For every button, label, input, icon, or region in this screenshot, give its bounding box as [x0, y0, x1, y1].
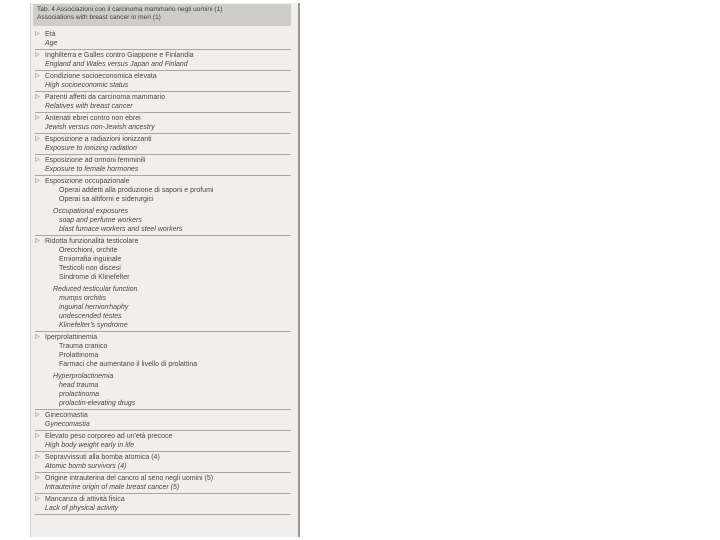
entry-italian-text: Esposizione a radiazioni ionizzanti: [45, 136, 152, 143]
entry-english-subitem-text: prolactinoma: [59, 391, 100, 398]
bullet-triangle-icon: ▷: [35, 238, 40, 244]
bullet-triangle-icon: ▷: [35, 454, 40, 460]
entry-english-subitem: [35, 294, 291, 303]
entry-english-text: High socioeconomic status: [45, 82, 129, 89]
table-entry: [35, 71, 291, 92]
table-entry: [35, 452, 291, 473]
table-entry: [35, 431, 291, 452]
entry-english: [35, 165, 291, 174]
entry-italian-text: Condizione socioeconomica elevata: [45, 73, 157, 80]
entry-english: [35, 420, 291, 429]
entry-english-subitem-text: mumps orchitis: [59, 295, 107, 302]
entry-italian-text: Sopravvissuti alla bomba atomica (4): [45, 454, 160, 461]
entry-english-subitem-text: prolactin-elevating drugs: [59, 400, 136, 407]
entry-italian: [35, 156, 291, 165]
bullet-triangle-icon: ▷: [35, 31, 40, 37]
entry-italian-subitem-text: Trauma cranico: [59, 343, 108, 350]
entry-english-text: Intrauterine origin of male breast cancer (5): [45, 484, 180, 491]
entry-italian: [35, 495, 291, 504]
table-title-english: Associations with breast cancer in men (1): [37, 14, 161, 21]
bullet-triangle-icon: ▷: [35, 178, 40, 184]
entry-english: [35, 207, 291, 216]
bullet-triangle-icon: ▷: [35, 412, 40, 418]
entry-english: [35, 102, 291, 111]
table-entry: [35, 29, 291, 50]
entry-italian-subitem-text: Operai sa altiforni e siderurgici: [59, 196, 154, 203]
table-title-italian: Tab. 4 Associazioni con il carcinoma mammario negli uomini (1): [37, 6, 223, 13]
entry-italian: [35, 474, 291, 483]
table-entry: [35, 92, 291, 113]
entry-english: [35, 285, 291, 294]
table-entry: [35, 473, 291, 494]
entry-italian-text: Inghilterra e Galles contro Giappone e Finlandia: [45, 52, 194, 59]
entry-english-text: Exposure to ionizing radiation: [45, 145, 137, 152]
bullet-triangle-icon: ▷: [35, 115, 40, 121]
entry-italian-text: Parenti affetti da carcinoma mammario: [45, 94, 166, 101]
entry-italian: [35, 135, 291, 144]
bullet-triangle-icon: ▷: [35, 52, 40, 58]
entry-english-subitem: [35, 381, 291, 390]
table-body: [35, 29, 291, 515]
entry-italian: [35, 453, 291, 462]
entry-english-text: Reduced testicular function: [53, 286, 138, 293]
entry-english: [35, 462, 291, 471]
entry-english-subitem: [35, 312, 291, 321]
entry-italian: [35, 114, 291, 123]
entry-english-subitem: [35, 321, 291, 330]
table-entry: [35, 332, 291, 410]
entry-english-subitem-text: blast furnace workers and steel workers: [59, 226, 183, 233]
entry-english-text: Relatives with breast cancer: [45, 103, 133, 110]
entry-english: [35, 81, 291, 90]
entry-english-subitem-text: head trauma: [59, 382, 99, 389]
table-entry: [35, 155, 291, 176]
entry-english-text: Gynecomastia: [45, 421, 90, 428]
entry-italian-subitem: [35, 342, 291, 351]
entry-english: [35, 39, 291, 48]
entry-english: [35, 60, 291, 69]
entry-italian: [35, 30, 291, 39]
table-entry: [35, 113, 291, 134]
entry-italian: [35, 51, 291, 60]
entry-english: [35, 504, 291, 513]
entry-english-text: Age: [45, 40, 58, 47]
entry-english-text: Lack of physical activity: [45, 505, 119, 512]
entry-english: [35, 372, 291, 381]
entry-english-text: High body weight early in life: [45, 442, 135, 449]
entry-italian-subitem: [35, 255, 291, 264]
entry-italian-subitem: [35, 351, 291, 360]
bullet-triangle-icon: ▷: [35, 475, 40, 481]
entry-english-text: Hyperprolactinemia: [53, 373, 114, 380]
entry-italian-text: Esposizione ad ormoni femminili: [45, 157, 146, 164]
entry-italian-text: Origine intrauterina del cancro al seno negli uomini (5): [45, 475, 214, 482]
entry-italian-subitem-text: Farmaci che aumentano il livello di prolattina: [59, 361, 198, 368]
entry-english-text: Jewish versus non-Jewish ancestry: [45, 124, 155, 131]
entry-english-text: Exposure to female hormones: [45, 166, 139, 173]
table-header: [33, 4, 291, 26]
entry-english-text: England and Wales versus Japan and Finland: [45, 61, 188, 68]
entry-italian-text: Esposizione occupazionale: [45, 178, 130, 185]
entry-italian: [35, 93, 291, 102]
entry-italian-subitem: [35, 360, 291, 369]
entry-english-text: Atomic bomb survivors (4): [45, 463, 127, 470]
entry-italian-text: Elevato peso corporeo ad un'età precoce: [45, 433, 173, 440]
entry-italian-text: Iperprolattinemia: [45, 334, 98, 341]
entry-english-subitem: [35, 216, 291, 225]
entry-english-subitem-text: soap and perfume workers: [59, 217, 142, 224]
entry-italian: [35, 72, 291, 81]
entry-italian: [35, 333, 291, 342]
entry-italian: [35, 411, 291, 420]
entry-italian-text: Ginecomastia: [45, 412, 88, 419]
entry-english-subitem: [35, 225, 291, 234]
bullet-triangle-icon: ▷: [35, 157, 40, 163]
bullet-triangle-icon: ▷: [35, 94, 40, 100]
table-entry: [35, 410, 291, 431]
entry-english-subitem-text: Klinefelter's syndrome: [59, 322, 128, 329]
entry-english-subitem-text: undescended testes: [59, 313, 122, 320]
bullet-triangle-icon: ▷: [35, 496, 40, 502]
entry-italian-text: Antenati ebrei contro non ebrei: [45, 115, 141, 122]
entry-italian-text: Ridotta funzionalità testicolare: [45, 238, 139, 245]
entry-english: [35, 123, 291, 132]
entry-english: [35, 483, 291, 492]
table-entry: [35, 236, 291, 332]
entry-italian: [35, 177, 291, 186]
entry-italian-subitem-text: Erniorrafia inguinale: [59, 256, 122, 263]
bullet-triangle-icon: ▷: [35, 136, 40, 142]
entry-italian-text: Età: [45, 31, 56, 38]
entry-italian-subitem: [35, 273, 291, 282]
entry-italian-subitem-text: Sindrome di Klinefelter: [59, 274, 130, 281]
entry-italian-subitem: [35, 246, 291, 255]
entry-english: [35, 441, 291, 450]
entry-italian-subitem-text: Operai addetti alla produzione di saponi e profumi: [59, 187, 214, 194]
entry-italian: [35, 237, 291, 246]
entry-english-text: Occupational exposures: [53, 208, 129, 215]
entry-italian-subitem-text: Orecchioni, orchite: [59, 247, 118, 254]
entry-italian-subitem-text: Testicoli non discesi: [59, 265, 121, 272]
table-entry: [35, 134, 291, 155]
entry-italian-subitem: [35, 264, 291, 273]
bullet-triangle-icon: ▷: [35, 433, 40, 439]
entry-italian-subitem: [35, 186, 291, 195]
entry-english-subitem: [35, 399, 291, 408]
entry-italian-text: Mancanza di attività fisica: [45, 496, 125, 503]
entry-italian-subitem-text: Prolattinoma: [59, 352, 99, 359]
entry-english-subitem: [35, 303, 291, 312]
bullet-triangle-icon: ▷: [35, 334, 40, 340]
table-entry: [35, 176, 291, 236]
entry-english-subitem-text: inguinal herniorrhaphy: [59, 304, 129, 311]
entry-italian: [35, 432, 291, 441]
entry-italian-subitem: [35, 195, 291, 204]
table-entry: [35, 50, 291, 71]
bullet-triangle-icon: ▷: [35, 73, 40, 79]
entry-english: [35, 144, 291, 153]
table-entry: [35, 494, 291, 515]
entry-english-subitem: [35, 390, 291, 399]
